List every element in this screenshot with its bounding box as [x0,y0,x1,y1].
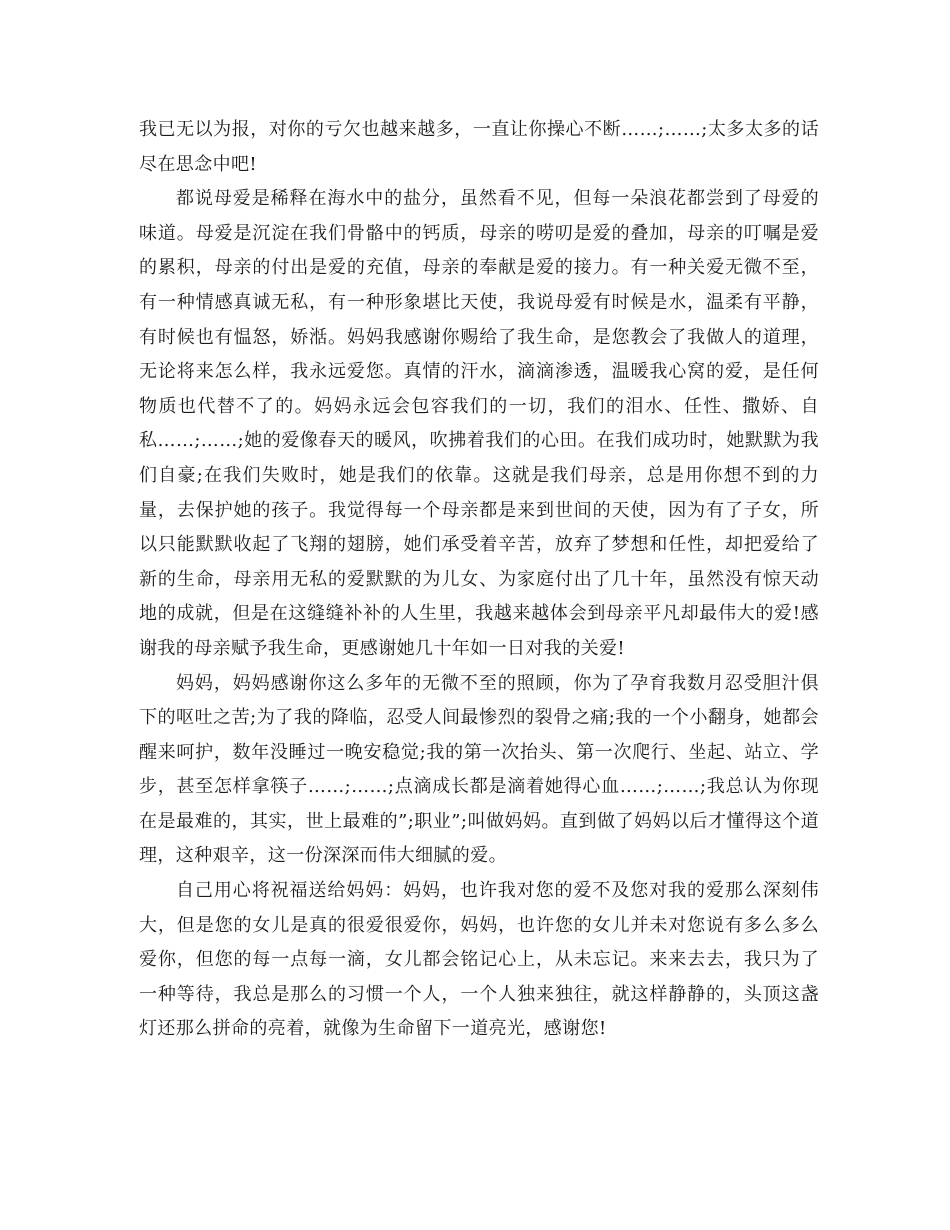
document-body [139,113,819,1047]
paragraph-3: 妈妈，妈妈感谢你这么多年的无微不至的照顾，你为了孕育我数月忍受胆汁俱下的呕吐之苦;为了我的降临，忍受人间最惨烈的裂骨之痛;我的一个小翻身，她都会醒来呵护，数年没睡过一晚安稳觉;我的第一次抬头、第一次爬行、坐起、站立、学步，甚至怎样拿筷子……;……;点滴成长都是滴着她得心血……;……;我总认为你现在是最难的，其实，世上最难的”;职业”;叫做妈妈。直到做了妈妈以后才懂得这个道理，这种艰辛，这一份深深而伟大细腻的爱。 [139,672,819,867]
paragraph-4: 自己用心将祝福送给妈妈：妈妈，也许我对您的爱不及您对我的爱那么深刻伟大，但是您的女儿是真的很爱很爱你，妈妈，也许您的女儿并未对您说有多么多么爱你，但您的每一点每一滴，女儿都会铭记心上，从未忘记。来来去去，我只为了一种等待，我总是那么的习惯一个人，一个人独来独往，就这样静静的，头顶这盏灯还那么拼命的亮着，就像为生命留下一道亮光，感谢您! [139,880,819,1040]
paragraph-1: 我已无以为报，对你的亏欠也越来越多，一直让你操心不断……;……;太多太多的话尽在思念中吧! [139,119,819,175]
paragraph-2: 都说母爱是稀释在海水中的盐分，虽然看不见，但每一朵浪花都尝到了母爱的味道。母爱是沉淀在我们骨骼中的钙质，母亲的唠叨是爱的叠加，母亲的叮嘱是爱的累积，母亲的付出是爱的充值，母亲的奉献是爱的接力。有一种关爱无微不至，有一种情感真诚无私，有一种形象堪比天使，我说母爱有时候是水，温柔有平静，有时候也有愠怒，娇湉。妈妈我感谢你赐给了我生命，是您教会了我做人的道理，无论将来怎么样，我永远爱您。真情的汗水，滴滴渗透，温暖我心窝的爱，是任何物质也代替不了的。妈妈永远会包容我们的一切，我们的泪水、任性、撒娇、自私……;……;她的爱像春天的暖风，吹拂着我们的心田。在我们成功时，她默默为我们自豪;在我们失败时，她是我们的依靠。这就是我们母亲，总是用你想不到的力量，去保护她的孩子。我觉得每一个母亲都是来到世间的天使，因为有了子女，所以只能默默收起了飞翔的翅膀，她们承受着辛苦，放弃了梦想和任性，却把爱给了新的生命，母亲用无私的爱默默的为儿女、为家庭付出了几十年，虽然没有惊天动地的成就，但是在这缝缝补补的人生里，我越来越体会到母亲平凡却最伟大的爱!感谢我的母亲赋予我生命，更感谢她几十年如一日对我的关爱! [139,188,819,659]
